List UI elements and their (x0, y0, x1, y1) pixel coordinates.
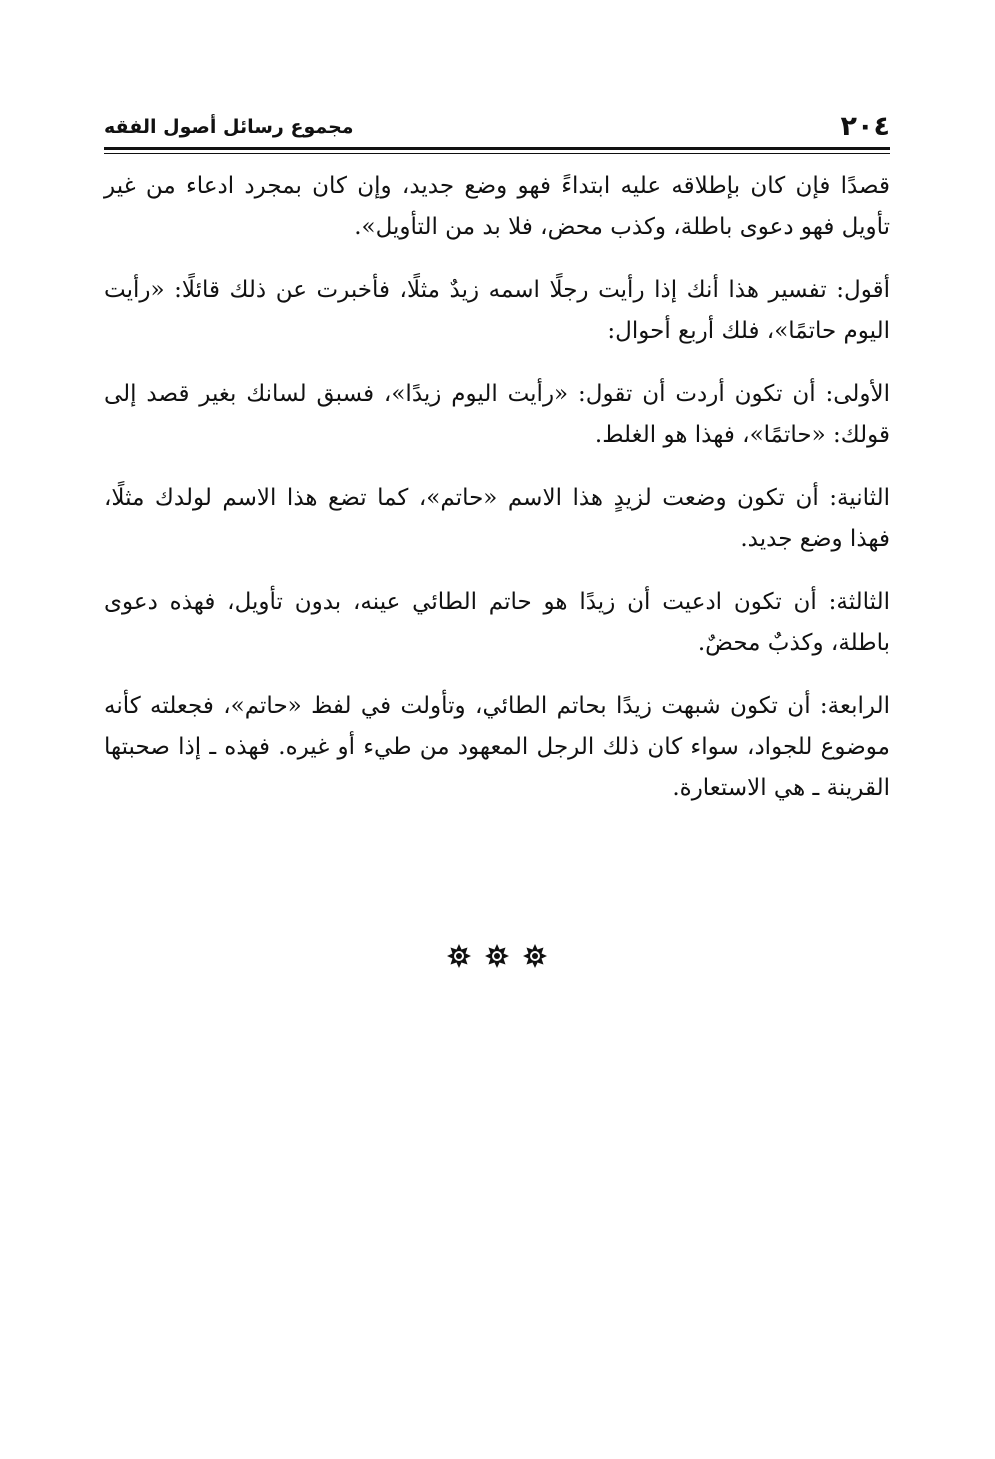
flower-ornament-icon (485, 944, 509, 968)
flower-ornament-icon (447, 944, 471, 968)
paragraph-first-case: الأولى: أن تكون أردت أن تقول: «رأيت اليوم زيدًا»، فسبق لسانك بغير قصد إلى قولك: «حاتمًا»، فهذا هو الغلط. (104, 381, 890, 448)
paragraph-continuation: قصدًا فإن كان بإطلاقه عليه ابتداءً فهو وضع جديد، وإن كان بمجرد ادعاء من غير تأويل فهو دعوى باطلة، وكذب محض، فلا بد من التأويل». (104, 173, 890, 240)
flower-ornament-icon (523, 944, 547, 968)
header-rule-thin (104, 153, 890, 154)
page-number: ٢٠٤ (840, 111, 890, 142)
book-title: مجموع رسائل أصول الفقه (104, 116, 354, 138)
paragraph-fourth-case: الرابعة: أن تكون شبهت زيدًا بحاتم الطائي، وتأولت في لفظ «حاتم»، فجعلته كأنه موضوع للجواد، سواء كان ذلك الرجل المعهود من طيء أو غيره. فهذه ـ إذا صحبتها القرينة ـ هي الاستعارة. (104, 693, 890, 801)
running-head (104, 108, 890, 142)
paragraph-third-case: الثالثة: أن تكون ادعيت أن زيدًا هو حاتم الطائي عينه، بدون تأويل، فهذه دعوى باطلة، وكذبٌ محضٌ. (104, 589, 890, 656)
paragraph-second-case: الثانية: أن تكون وضعت لزيدٍ هذا الاسم «حاتم»، كما تضع هذا الاسم لولدك مثلًا، فهذا وضع جديد. (104, 485, 890, 552)
header-rule-thick (104, 147, 890, 150)
paragraph-explanation: أقول: تفسير هذا أنك إذا رأيت رجلًا اسمه زيدٌ مثلًا، فأخبرت عن ذلك قائلًا: «رأيت اليوم حاتمًا»، فلك أربع أحوال: (104, 277, 890, 344)
body-text (104, 166, 890, 831)
section-end-ornaments (104, 944, 890, 968)
